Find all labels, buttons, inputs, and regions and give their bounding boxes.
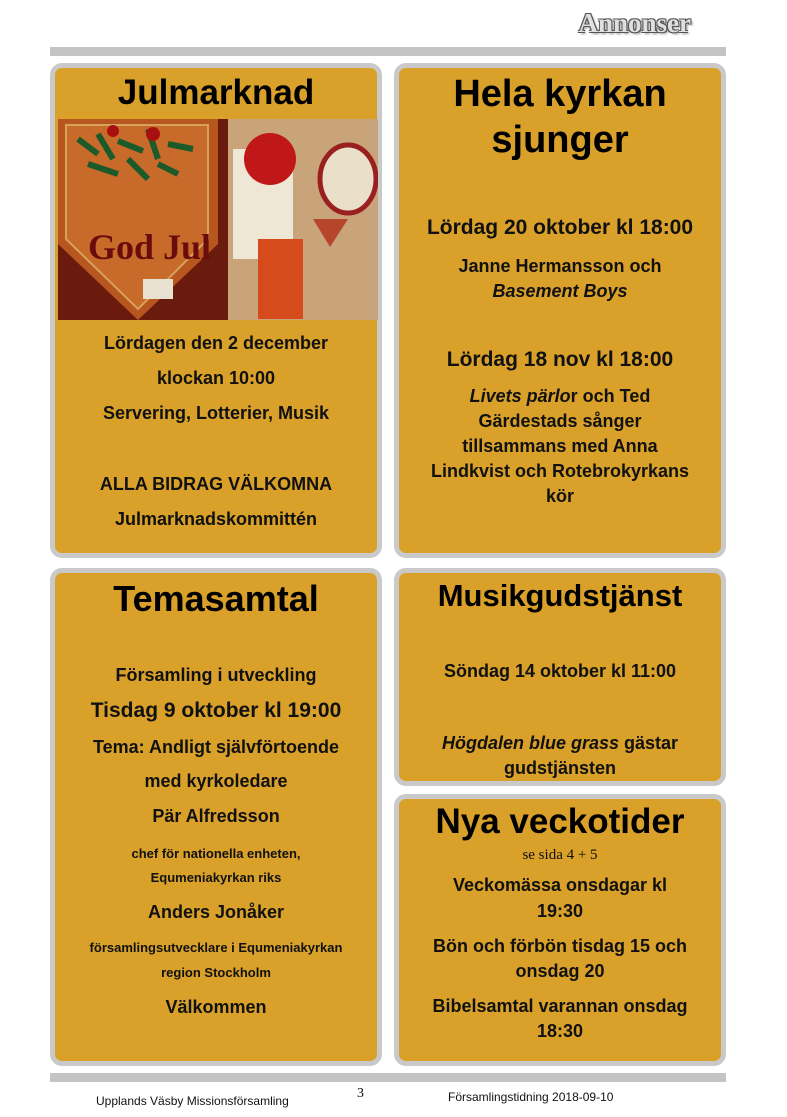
speaker2-name: Anders Jonåker: [147, 902, 285, 922]
event2-line5: kör: [545, 486, 574, 506]
event2-line1-italic: Livets pärlo: [469, 386, 571, 406]
event2-line4: Lindkvist och Rotebrokyrkans: [430, 461, 690, 481]
musikgudstjanst-line2: gudstjänsten: [503, 758, 616, 778]
footer-publication: Församlingstidning 2018-09-10: [448, 1090, 614, 1104]
event1-performer-line1: Janne Hermansson och: [458, 256, 662, 276]
event2-line3: tillsammans med Anna: [462, 436, 658, 456]
temasamtal-subtitle: Församling i utveckling: [115, 665, 317, 685]
julmarknad-panel: [50, 63, 382, 558]
hela-kyrkan-title-line1: Hela kyrkan: [453, 73, 667, 115]
page-reference: se sida 4 + 5: [522, 847, 598, 863]
christmas-market-photo: [58, 119, 378, 320]
item2-line2: onsdag 20: [515, 961, 605, 981]
footer-organization: Upplands Väsby Missionsförsamling: [96, 1094, 289, 1108]
hela-kyrkan-panel: [394, 63, 726, 558]
event1-performer-line2: Basement Boys: [492, 281, 628, 301]
item1-line1: Veckomässa onsdagar kl: [452, 875, 668, 895]
julmarknad-organizer: Julmarknadskommittén: [114, 509, 318, 529]
temasamtal-welcome: Välkommen: [165, 997, 267, 1017]
item3-line1: Bibelsamtal varannan onsdag: [432, 996, 688, 1016]
julmarknad-time: klockan 10:00: [156, 368, 276, 388]
bottom-divider: [50, 1073, 726, 1082]
speaker2-role-line1: församlingsutvecklare i Equmeniakyrkan: [89, 940, 343, 955]
julmarknad-activities: Servering, Lotterier, Musik: [102, 403, 330, 423]
musikgudstjanst-line1: [399, 733, 721, 754]
speaker1-role-line2: Equmeniakyrkan riks: [150, 870, 282, 885]
musikgudstjanst-date: Söndag 14 oktober kl 11:00: [443, 661, 677, 681]
musikgudstjanst-band: Högdalen blue grass: [441, 733, 619, 753]
event2-date: Lördag 18 nov kl 18:00: [446, 348, 674, 371]
event1-date: Lördag 20 oktober kl 18:00: [426, 216, 694, 239]
musikgudstjanst-title: Musikgudstjänst: [437, 578, 683, 613]
hela-kyrkan-title-line2: sjunger: [491, 119, 629, 161]
speaker1-role-line1: chef för nationella enheten,: [131, 846, 301, 861]
nya-veckotider-title: Nya veckotider: [435, 802, 685, 841]
speaker1-name: Pär Alfredsson: [152, 806, 280, 826]
temasamtal-theme-2: med kyrkoledare: [144, 771, 288, 791]
musikgudstjanst-panel: [394, 568, 726, 786]
event2-line1-rest: r och Ted: [570, 386, 651, 406]
item3-line2: 18:30: [536, 1021, 584, 1041]
temasamtal-theme: Tema: Andligt självförtoende: [92, 737, 340, 757]
event2-line1: [399, 386, 721, 407]
god-jul-embroidery: God Jul: [88, 227, 212, 267]
nya-veckotider-panel: [394, 794, 726, 1066]
item2-line1: Bön och förbön tisdag 15 och: [432, 936, 687, 956]
event2-line2: Gärdestads sånger: [478, 411, 642, 431]
temasamtal-title: Temasamtal: [113, 578, 319, 619]
julmarknad-date: Lördagen den 2 december: [103, 333, 329, 353]
item1-line2: 19:30: [536, 901, 584, 921]
julmarknad-call: ALLA BIDRAG VÄLKOMNA: [99, 474, 333, 494]
temasamtal-date: Tisdag 9 oktober kl 19:00: [90, 699, 342, 722]
temasamtal-panel: [50, 568, 382, 1066]
musikgudstjanst-line1-rest: gästar: [619, 733, 679, 753]
julmarknad-title: Julmarknad: [117, 73, 315, 112]
speaker2-role-line2: region Stockholm: [161, 965, 271, 980]
footer-page-number: 3: [357, 1086, 364, 1101]
section-title: Annonser: [578, 8, 691, 38]
top-divider: [50, 47, 726, 56]
